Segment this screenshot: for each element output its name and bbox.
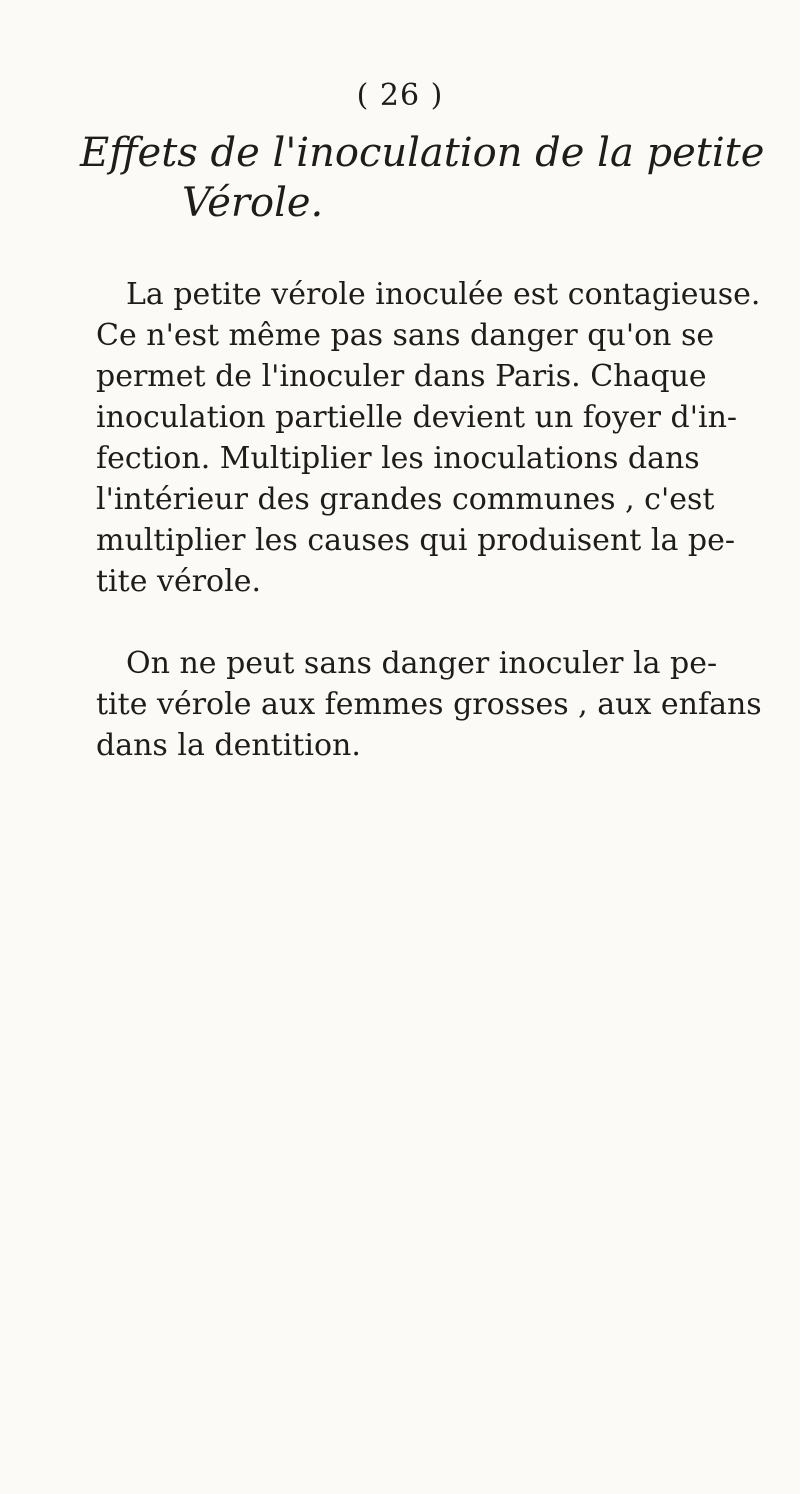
section-title: [80, 128, 765, 228]
paragraph-line: fection. Multiplier les inoculations dans: [96, 441, 700, 476]
paragraph-line: multiplier les causes qui produisent la pe-: [96, 523, 735, 558]
paragraph-line: La petite vérole inoculée est contagieuse.: [126, 277, 761, 312]
paragraph-1: [96, 274, 761, 602]
paragraph-line: dans la dentition.: [96, 728, 361, 763]
paragraph-line: Ce n'est même pas sans danger qu'on se: [96, 318, 715, 353]
title-line-2: Vérole.: [182, 180, 324, 226]
paragraph-2: [96, 643, 762, 766]
page-number: ( 26 ): [356, 78, 444, 113]
paragraph-line: tite vérole.: [96, 564, 261, 599]
paragraph-line: On ne peut sans danger inoculer la pe-: [126, 646, 718, 681]
paragraph-line: l'intérieur des grandes communes , c'est: [96, 482, 715, 517]
paragraph-line: inoculation partielle devient un foyer d'in-: [96, 400, 738, 435]
paragraph-line: tite vérole aux femmes grosses , aux enfans: [96, 687, 762, 722]
title-line-1: Effets de l'inoculation de la petite: [80, 130, 765, 176]
paragraph-line: permet de l'inoculer dans Paris. Chaque: [96, 359, 707, 394]
